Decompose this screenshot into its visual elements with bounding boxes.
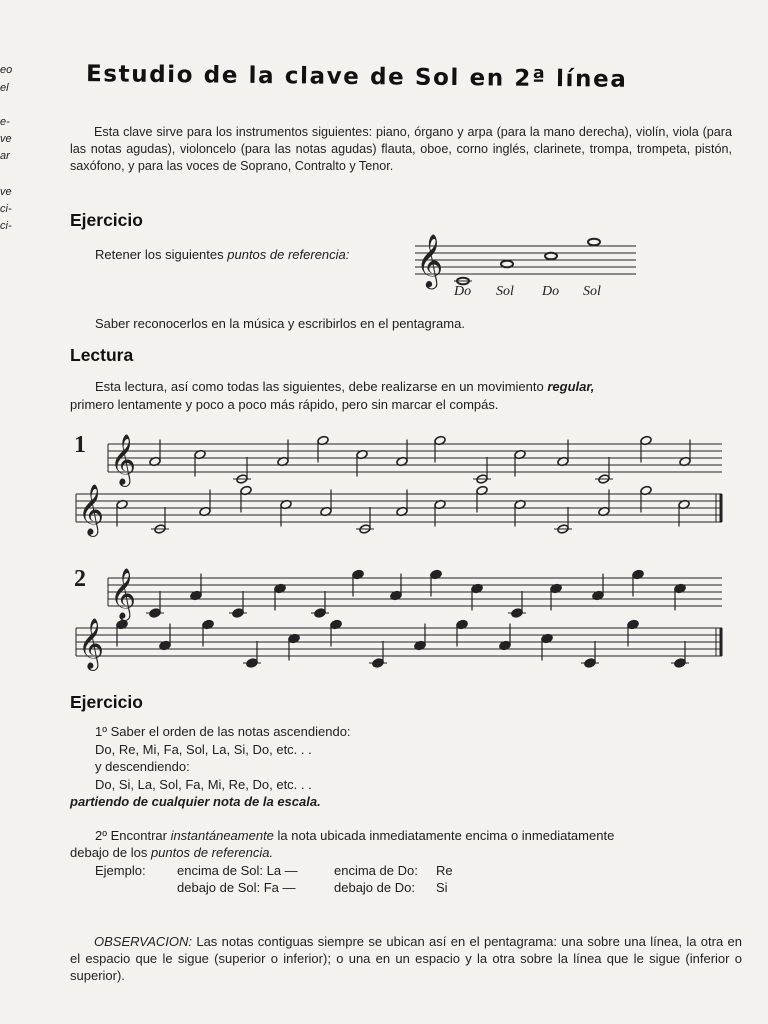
quarter-note [149, 608, 161, 618]
margin-text: el [0, 82, 9, 94]
example-row2-a: debajo de Sol: Fa — [177, 880, 296, 895]
observation-text: Las notas contiguas siempre se ubican así en el pentagrama: una sobre una línea, la otra en el espacio que le sigue (superior o inferior); o una en un espacio y la otra sobre la línea que le sigue (inferior o superior). [70, 934, 742, 983]
note-label: Do [542, 284, 560, 299]
margin-text: ve [0, 186, 12, 198]
observation-label: OBSERVACION: [94, 934, 193, 949]
lectura-emphasis: regular, [547, 379, 595, 394]
find-emphasis: puntos de referencia. [150, 845, 274, 860]
section-heading-lectura: Lectura [70, 345, 134, 365]
quarter-note [314, 608, 326, 618]
lectura-text: Esta lectura, así como todas las siguientes, debe realizarse en un movimiento [95, 379, 548, 394]
find-text-line1 [95, 827, 614, 844]
treble-clef-icon: 𝄞 [78, 485, 105, 534]
example-row1-a: encima de Sol: La — [177, 863, 298, 878]
quarter-note [511, 608, 523, 618]
note-label: Do [454, 284, 472, 299]
page-title: Estudio de la clave de Sol en 2ª línea [85, 61, 628, 93]
margin-text: ci- [0, 220, 12, 232]
margin-text: ve [0, 133, 12, 145]
margin-text: eo [0, 64, 13, 76]
treble-clef-icon: 𝄞 [110, 435, 137, 484]
find-text-line2 [70, 844, 273, 861]
reference-text: Retener los siguientes [95, 247, 228, 262]
margin-text: e- [0, 116, 10, 128]
quarter-note [246, 658, 258, 668]
example-row2-b: debajo de Do: [334, 880, 415, 895]
order-line-1: 1º Saber el orden de las notas ascendiendo: [95, 724, 351, 739]
find-text: 2º Encontrar [95, 828, 171, 843]
treble-clef-icon: 𝄞 [110, 569, 137, 618]
exercise-number: 2 [74, 566, 86, 592]
section-heading-ejercicio: Ejercicio [70, 210, 143, 230]
quarter-note [372, 658, 384, 668]
example-row1-b: encima de Do: [334, 863, 418, 878]
treble-clef-icon: 𝄞 [78, 619, 105, 668]
example-label: Ejemplo: [95, 863, 146, 878]
margin-text: ci- [0, 203, 12, 215]
lectura-text-line2: primero lentamente y poco a poco más rápido, pero sin marcar el compás. [70, 397, 499, 412]
note-label: Sol [496, 284, 514, 299]
quarter-note [232, 608, 244, 618]
recognize-text: Saber reconocerlos en la música y escribirlos en el pentagrama. [95, 316, 465, 331]
reference-emphasis: puntos de referencia: [227, 247, 350, 262]
find-text: debajo de los [70, 845, 151, 860]
quarter-note [674, 658, 686, 668]
find-emphasis: instantáneamente [170, 828, 274, 843]
order-line-3: y descendiendo: [95, 759, 190, 774]
example-row2-c: Si [436, 880, 448, 895]
find-text: la nota ubicada inmediatamente encima o inmediatamente [273, 828, 615, 843]
intro-paragraph: Esta clave sirve para los instrumentos siguientes: piano, órgano y arpa (para la mano derecha), violín, viola (para las notas agudas), violoncelo (para las notas agudas) flauta, oboe, corno inglés, clarinete, trompa, trompeta, pistón, saxófono, y para las voces de Soprano, Contralto y Tenor. [70, 125, 732, 173]
note-label: Sol [583, 284, 601, 299]
example-row1-c: Re [436, 863, 453, 878]
order-line-2: Do, Re, Mi, Fa, Sol, La, Si, Do, etc. . . [95, 742, 312, 757]
margin-text: ar [0, 150, 10, 162]
order-line-4: Do, Si, La, Sol, Fa, Mi, Re, Do, etc. . . [95, 777, 312, 792]
exercise-number: 1 [74, 432, 86, 458]
order-line-5: partiendo de cualquier nota de la escala. [70, 794, 321, 809]
treble-clef-icon: 𝄞 [416, 235, 444, 286]
quarter-note [584, 658, 596, 668]
section-heading-ejercicio-2: Ejercicio [70, 692, 143, 712]
observation-paragraph [70, 933, 742, 984]
